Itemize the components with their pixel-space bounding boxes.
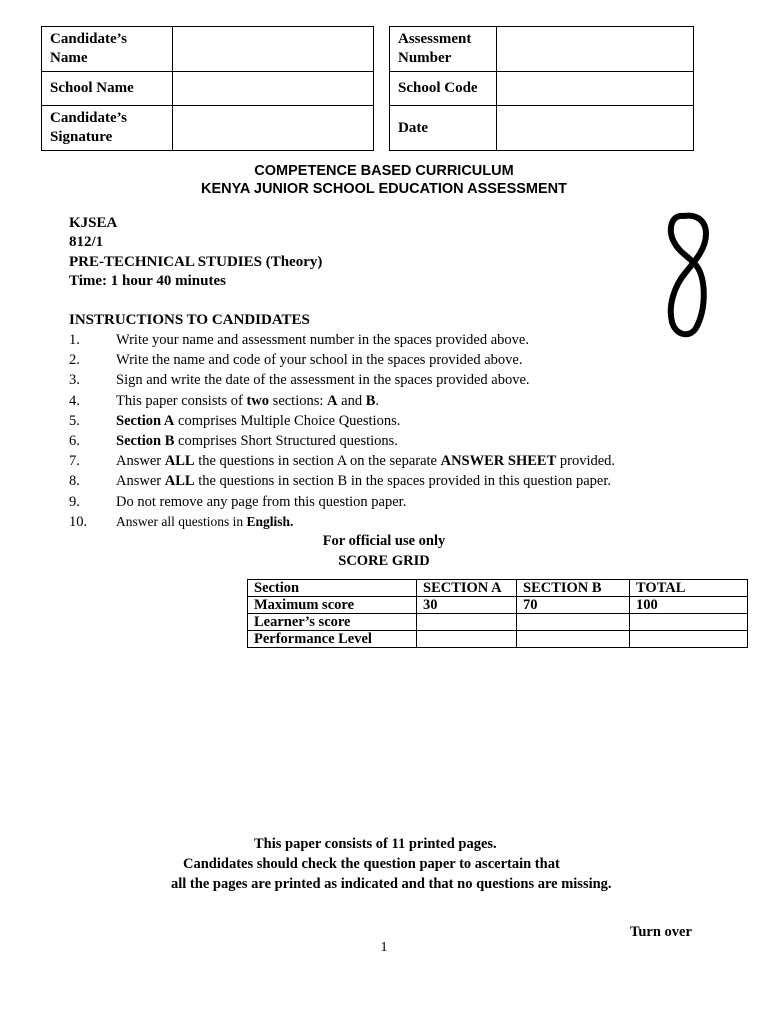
score-grid-cell[interactable] <box>417 631 517 648</box>
assessment-number-label: Assessment Number <box>390 27 497 72</box>
instruction-item <box>69 350 615 370</box>
instruction-text: . <box>375 392 380 409</box>
instruction-text: sections: <box>269 392 328 409</box>
instruction-text: comprises Short Structured questions. <box>174 432 398 449</box>
instruction-number: 10. <box>69 513 88 530</box>
school-name-label: School Name <box>42 72 173 106</box>
candidate-name-label: Candidate’s Name <box>42 27 173 72</box>
score-grid-cell: Performance Level <box>248 631 417 648</box>
instruction-text: ALL <box>164 473 195 490</box>
instruction-text: This paper consists of <box>116 392 247 409</box>
score-grid-table <box>247 579 748 648</box>
score-grid-cell: SECTION B <box>517 580 630 597</box>
score-grid-cell: Section <box>248 580 417 597</box>
score-grid-cell[interactable] <box>630 631 748 648</box>
page-number: 1 <box>380 940 388 955</box>
instruction-text: the questions in section A on the separate <box>194 453 441 470</box>
instruction-text: Do not remove any page from this question paper. <box>116 493 407 510</box>
pages-note: This paper consists of 11 printed pages. <box>254 836 497 852</box>
instruction-text: Write your name and assessment number in the spaces provided above. <box>116 332 529 348</box>
instruction-number: 3. <box>69 372 80 389</box>
school-code-field[interactable] <box>497 72 694 106</box>
instruction-number: 6. <box>69 432 80 449</box>
instruction-text: Answer <box>116 473 165 490</box>
instruction-item <box>69 431 615 451</box>
instruction-text: Write the name and code of your school in the spaces provided above. <box>116 352 523 369</box>
turn-over-label: Turn over <box>630 924 692 940</box>
exam-time: Time: 1 hour 40 minutes <box>69 273 226 289</box>
instruction-text: Answer <box>116 453 165 470</box>
score-grid-row <box>248 614 748 631</box>
score-grid-cell: TOTAL <box>630 580 748 597</box>
instruction-text: the questions in section B in the spaces provided in this question paper. <box>194 473 611 490</box>
instruction-item <box>69 411 615 431</box>
instruction-item <box>69 370 615 390</box>
instruction-text: two <box>246 392 270 409</box>
instruction-item <box>69 330 615 350</box>
handwritten-mark <box>662 210 714 345</box>
assessment-title: KENYA JUNIOR SCHOOL EDUCATION ASSESSMENT <box>200 181 568 197</box>
instruction-item <box>69 391 615 411</box>
instruction-text: provided. <box>556 453 616 470</box>
instruction-text: ALL <box>164 453 195 470</box>
score-grid-cell: 70 <box>517 597 630 614</box>
instruction-number: 1. <box>69 332 80 348</box>
instructions-list <box>69 330 615 532</box>
exam-code: KJSEA <box>69 215 118 231</box>
candidate-name-field[interactable] <box>173 27 374 72</box>
score-grid-cell[interactable] <box>630 614 748 631</box>
instruction-item <box>69 512 615 532</box>
score-grid-row <box>248 597 748 614</box>
instruction-item <box>69 471 615 491</box>
assessment-details-table <box>389 26 694 151</box>
instruction-text: comprises Multiple Choice Questions. <box>174 412 401 429</box>
instruction-text: Answer all questions in <box>116 513 247 529</box>
score-grid-cell: 30 <box>417 597 517 614</box>
instruction-text: ANSWER SHEET <box>440 453 557 470</box>
instruction-item <box>69 451 615 471</box>
instruction-item <box>69 492 615 512</box>
paper-number: 812/1 <box>69 234 104 250</box>
date-field[interactable] <box>497 106 694 151</box>
candidate-signature-label: Candidate’s Signature <box>42 106 173 151</box>
assessment-number-field[interactable] <box>497 27 694 72</box>
instruction-text: A <box>327 392 338 409</box>
score-grid-cell: Maximum score <box>248 597 417 614</box>
missing-note: all the pages are printed as indicated and that no questions are missing. <box>171 876 612 892</box>
instruction-number: 8. <box>69 473 80 490</box>
instruction-number: 4. <box>69 392 80 409</box>
score-grid-title: SCORE GRID <box>338 553 430 569</box>
school-name-field[interactable] <box>173 72 374 106</box>
instruction-number: 5. <box>69 412 80 429</box>
score-grid-cell[interactable] <box>417 614 517 631</box>
instruction-text: and <box>337 392 366 409</box>
subject-title: PRE-TECHNICAL STUDIES (Theory) <box>69 254 323 270</box>
instruction-text: English. <box>246 513 294 529</box>
score-grid-cell: Learner’s score <box>248 614 417 631</box>
curriculum-title: COMPETENCE BASED CURRICULUM <box>254 163 514 179</box>
check-note: Candidates should check the question paper to ascertain that <box>183 856 560 872</box>
instruction-text: Sign and write the date of the assessment in the spaces provided above. <box>116 372 530 389</box>
candidate-signature-field[interactable] <box>173 106 374 151</box>
school-code-label: School Code <box>390 72 497 106</box>
candidate-details-table <box>41 26 374 151</box>
date-label: Date <box>390 106 497 151</box>
score-grid-cell: SECTION A <box>417 580 517 597</box>
score-grid-cell: 100 <box>630 597 748 614</box>
instructions-heading: INSTRUCTIONS TO CANDIDATES <box>69 312 310 328</box>
score-grid-cell[interactable] <box>517 614 630 631</box>
official-use-label: For official use only <box>322 533 446 549</box>
instruction-text: Section A <box>116 412 175 429</box>
instruction-text: B <box>365 392 376 409</box>
instruction-number: 2. <box>69 352 80 369</box>
instruction-number: 7. <box>69 453 80 470</box>
score-grid-cell[interactable] <box>517 631 630 648</box>
score-grid-row <box>248 580 748 597</box>
score-grid-row <box>248 631 748 648</box>
instruction-number: 9. <box>69 493 80 510</box>
instruction-text: Section B <box>116 432 175 449</box>
